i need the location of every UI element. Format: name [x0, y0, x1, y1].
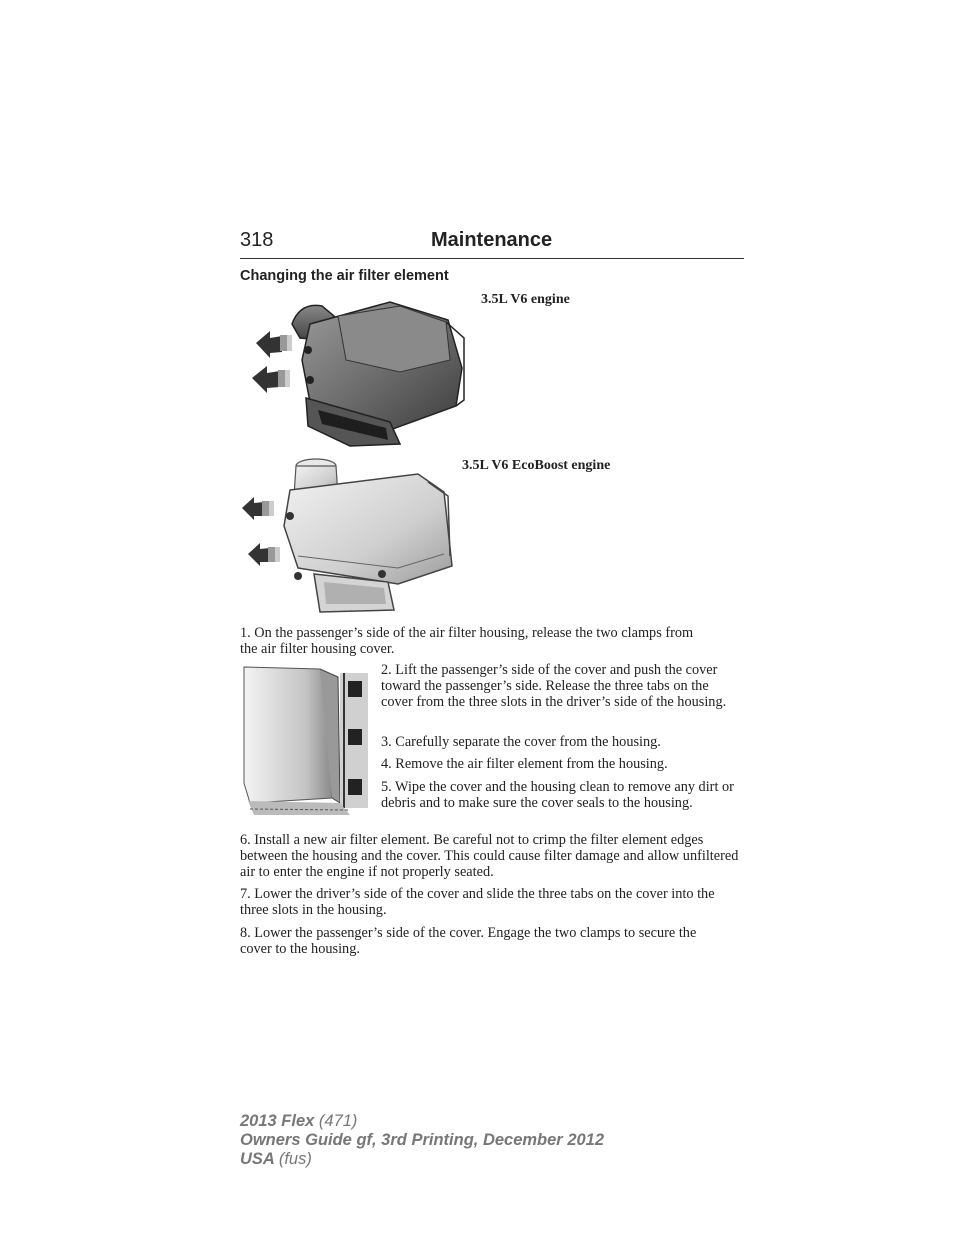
footer-region-line: [240, 1150, 604, 1169]
step-8: 8. Lower the passenger’s side of the cover. Engage the two clamps to secure the cover to the housing.: [240, 925, 697, 957]
footer-guide: Owners Guide gf, 3rd Printing, December 2012: [240, 1131, 605, 1149]
arrow-icon: [242, 497, 274, 520]
footer-region-code: (fus): [278, 1150, 312, 1168]
figure-caption-v6: 3.5L V6 engine: [481, 292, 570, 307]
page-number: 318: [240, 229, 274, 251]
step-6: 6. Install a new air filter element. Be careful not to crimp the filter element edges between the housing and the cover. This could cause filter damage and allow unfiltered air to enter the engine if not properly seated.: [240, 832, 739, 880]
step-7: 7. Lower the driver’s side of the cover and slide the three tabs on the cover into the three slots in the housing.: [240, 886, 715, 918]
arrow-icon: [248, 543, 280, 566]
section-title: Maintenance: [431, 229, 553, 251]
ecoboost-airbox-illustration: [238, 456, 460, 616]
footer-model-code: (471): [318, 1112, 358, 1130]
footer: [240, 1112, 604, 1169]
step-2: 2. Lift the passenger’s side of the cover and push the cover toward the passenger’s side. Release the three tabs on the cover from the three slots in the driver’s side of the housing.: [381, 662, 727, 710]
step-5: 5. Wipe the cover and the housing clean to remove any dirt or debris and to make sure the cover seals to the housing.: [381, 779, 734, 811]
step-1: 1. On the passenger’s side of the air filter housing, release the two clamps from the air filter housing cover.: [240, 625, 694, 657]
footer-model-line: [240, 1112, 604, 1131]
footer-model: 2013 Flex: [240, 1112, 315, 1130]
cover-tabs-illustration: [240, 663, 374, 818]
header-divider: [240, 258, 744, 259]
v6-airbox-illustration: [250, 298, 470, 448]
figure-caption-ecoboost: 3.5L V6 EcoBoost engine: [462, 458, 611, 473]
subheading: Changing the air filter element: [240, 268, 449, 284]
footer-region: USA: [240, 1150, 275, 1168]
arrow-icon: [252, 366, 290, 393]
arrow-icon: [256, 331, 292, 358]
step-4: 4. Remove the air filter element from the housing.: [381, 756, 668, 772]
step-3: 3. Carefully separate the cover from the housing.: [381, 734, 661, 750]
